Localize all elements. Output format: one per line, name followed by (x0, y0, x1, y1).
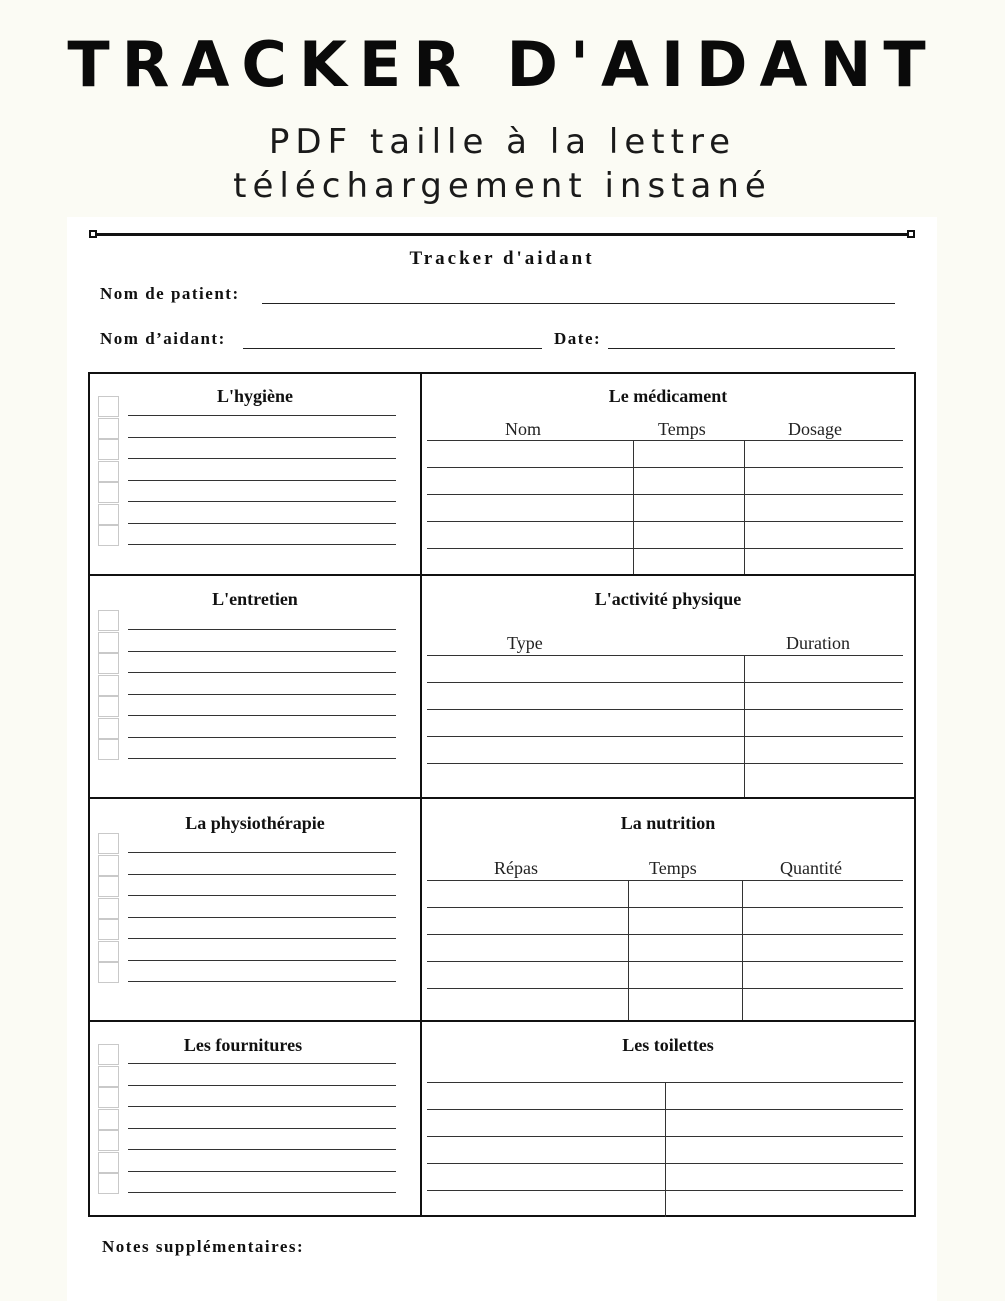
date-label: Date: (554, 329, 602, 348)
checkbox[interactable] (98, 718, 119, 739)
writing-line[interactable] (128, 1063, 396, 1064)
rule-end-right (907, 230, 915, 238)
writing-line[interactable] (128, 1149, 396, 1150)
checkbox[interactable] (98, 696, 119, 717)
patient-name-label: Nom de patient: (100, 284, 240, 303)
writing-line[interactable] (128, 715, 396, 716)
nutrition-col-quantity: Quantité (780, 858, 842, 878)
section-title-supplies: Les fournitures (183, 1035, 303, 1055)
checkbox[interactable] (98, 504, 119, 525)
section-title-activity: L'activité physique (594, 589, 742, 609)
writing-line[interactable] (128, 917, 396, 918)
checkbox[interactable] (98, 1152, 119, 1173)
checkbox[interactable] (98, 675, 119, 696)
checkbox[interactable] (98, 461, 119, 482)
checkbox[interactable] (98, 941, 119, 962)
checkbox[interactable] (98, 610, 119, 631)
nutrition-col-meal: Répas (494, 858, 538, 878)
checkbox[interactable] (98, 833, 119, 854)
writing-line[interactable] (128, 437, 396, 438)
writing-line[interactable] (128, 758, 396, 759)
checkbox[interactable] (98, 1109, 119, 1130)
writing-line[interactable] (128, 629, 396, 630)
additional-notes-label: Notes supplémentaires: (102, 1237, 305, 1256)
checkbox[interactable] (98, 1130, 119, 1151)
writing-line[interactable] (128, 501, 396, 502)
checkbox[interactable] (98, 1044, 119, 1065)
activity-col-type: Type (507, 633, 543, 653)
writing-line[interactable] (128, 458, 396, 459)
writing-line[interactable] (128, 1128, 396, 1129)
section-title-maintenance: L'entretien (212, 589, 298, 609)
checkbox[interactable] (98, 653, 119, 674)
medication-col-time: Temps (658, 419, 706, 439)
writing-line[interactable] (128, 1106, 396, 1107)
checkbox[interactable] (98, 962, 119, 983)
tracker-grid (88, 372, 916, 1217)
writing-line[interactable] (128, 694, 396, 695)
writing-line[interactable] (128, 1192, 396, 1193)
writing-line[interactable] (128, 480, 396, 481)
checkbox[interactable] (98, 1173, 119, 1194)
activity-col-duration: Duration (786, 633, 850, 653)
checkbox[interactable] (98, 1087, 119, 1108)
banner-subtitle-1: PDF taille à la lettre (268, 122, 737, 162)
rule-end-left (89, 230, 97, 238)
toilets-table (427, 374, 903, 1217)
writing-line[interactable] (128, 672, 396, 673)
caregiver-name-field[interactable] (243, 348, 542, 349)
date-field[interactable] (608, 348, 895, 349)
top-rule (93, 233, 915, 236)
writing-line[interactable] (128, 981, 396, 982)
writing-line[interactable] (128, 1171, 396, 1172)
grid-column-divider (420, 374, 422, 1215)
medication-col-dosage: Dosage (788, 419, 842, 439)
section-title-medication: Le médicament (608, 386, 728, 406)
checkbox[interactable] (98, 418, 119, 439)
writing-line[interactable] (128, 737, 396, 738)
checkbox[interactable] (98, 439, 119, 460)
patient-name-field[interactable] (262, 303, 895, 304)
writing-line[interactable] (128, 544, 396, 545)
banner-subtitle-2: téléchargement instané (233, 166, 772, 206)
checkbox[interactable] (98, 1066, 119, 1087)
writing-line[interactable] (128, 1085, 396, 1086)
writing-line[interactable] (128, 938, 396, 939)
section-title-toilets: Les toilettes (622, 1035, 714, 1055)
checkbox[interactable] (98, 396, 119, 417)
checkbox[interactable] (98, 876, 119, 897)
checkbox[interactable] (98, 632, 119, 653)
writing-line[interactable] (128, 960, 396, 961)
writing-line[interactable] (128, 874, 396, 875)
medication-col-name: Nom (505, 419, 541, 439)
writing-line[interactable] (128, 895, 396, 896)
writing-line[interactable] (128, 852, 396, 853)
writing-line[interactable] (128, 651, 396, 652)
checkbox[interactable] (98, 525, 119, 546)
writing-line[interactable] (128, 415, 396, 416)
banner-title: TRACKER D'AIDANT (67, 28, 938, 101)
checkbox[interactable] (98, 919, 119, 940)
section-title-hygiene: L'hygiène (216, 386, 293, 406)
caregiver-name-label: Nom d’aidant: (100, 329, 226, 348)
checkbox[interactable] (98, 739, 119, 760)
checkbox[interactable] (98, 482, 119, 503)
checkbox[interactable] (98, 898, 119, 919)
writing-line[interactable] (128, 523, 396, 524)
nutrition-col-time: Temps (649, 858, 697, 878)
tracker-sheet (67, 217, 937, 1301)
sheet-title: Tracker d'aidant (409, 248, 595, 269)
section-title-nutrition: La nutrition (620, 813, 716, 833)
section-title-physiotherapy: La physiothérapie (185, 813, 325, 833)
checkbox[interactable] (98, 855, 119, 876)
